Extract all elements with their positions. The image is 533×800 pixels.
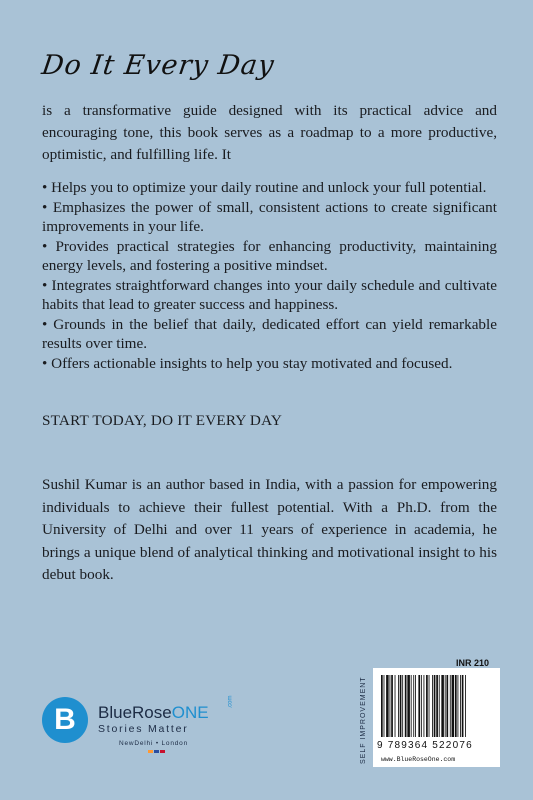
- book-price: INR 210: [456, 658, 490, 668]
- book-category: SELF IMPROVEMENT: [360, 676, 367, 764]
- feature-item: • Grounds in the belief that daily, dedicated effort can yield remarkable results over time.: [42, 315, 497, 352]
- flags-icon: [148, 750, 165, 753]
- publisher-name-accent: ONE: [171, 703, 209, 722]
- feature-item: • Offers actionable insights to help you stay motivated and focused.: [42, 354, 453, 372]
- publisher-tagline: Stories Matter: [98, 723, 189, 735]
- isbn-number: 9 789364 522076: [377, 740, 473, 751]
- feature-item: • Helps you to optimize your daily routine and unlock your full potential.: [42, 179, 487, 196]
- publisher-domain-suffix: .com: [227, 695, 234, 709]
- book-tagline: START TODAY, DO IT EVERY DAY: [42, 412, 283, 429]
- publisher-name: [98, 703, 209, 723]
- book-title: Do It Every Day: [39, 50, 277, 81]
- publisher-name-main: BlueRose: [98, 703, 172, 722]
- feature-item: • Integrates straightforward changes into your daily schedule and cultivate habits that lead to greater success and happiness.: [42, 276, 497, 313]
- isbn-barcode: [373, 668, 500, 767]
- publisher-logo: [42, 693, 242, 763]
- author-bio: Sushil Kumar is an author based in India, with a passion for empowering individuals to achieve their fullest potential. With a Ph.D. from the University of Delhi and over 11 years of experience in academia, he brings a unique blend of analytical thinking and motivational insight to his debut book.: [42, 476, 497, 583]
- publisher-website: www.BlueRoseOne.com: [381, 756, 456, 763]
- barcode-icon: [381, 675, 493, 737]
- feature-list: [42, 178, 497, 373]
- publisher-cities: NewDelhi • London: [119, 740, 188, 747]
- feature-item: • Provides practical strategies for enhancing productivity, maintaining energy levels, and fostering a positive mindset.: [42, 237, 497, 274]
- publisher-logo-icon: B: [42, 697, 88, 743]
- feature-item: • Emphasizes the power of small, consistent actions to create significant improvements in your life.: [42, 198, 497, 235]
- book-intro: is a transformative guide designed with its practical advice and encouraging tone, this book serves as a roadmap to a more productive, optimistic, and fulfilling life. It: [42, 102, 497, 163]
